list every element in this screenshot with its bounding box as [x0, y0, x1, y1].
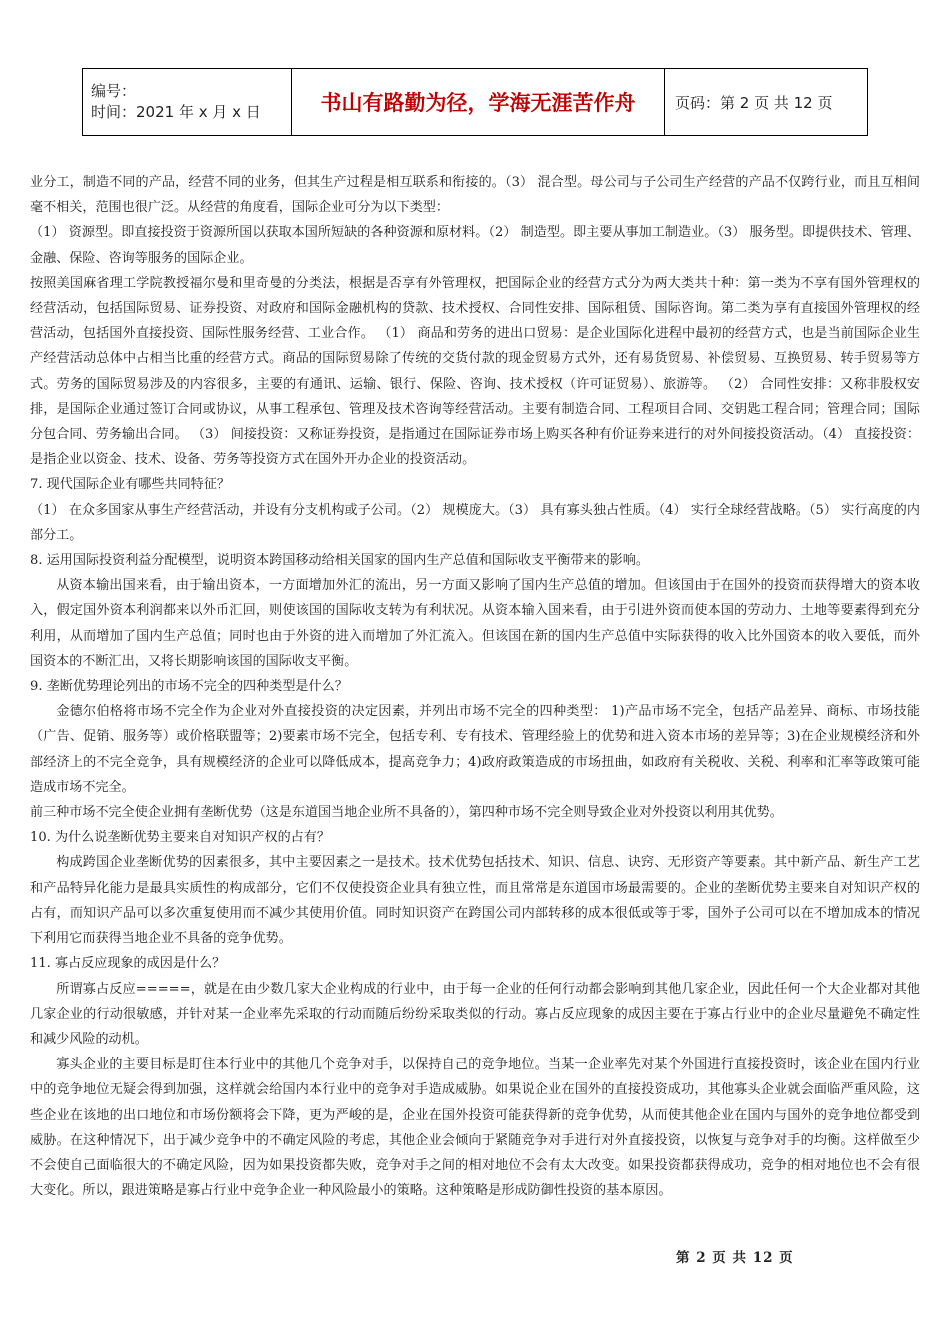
header-info-cell [83, 69, 292, 136]
question-heading: 7. 现代国际企业有哪些共同特征？ [30, 477, 230, 493]
paragraph: 所谓寡占反应=====，就是在由少数几家大企业构成的行业中，由于每一企业的任何行动都会影响到其他几家企业，因此任何一个大企业都对其他几家企业的行动很敏感，并针对某一企业率先采取的行动而随后纷纷采取类似的行动。寡占反应现象的成因主要在于寡占行业中的企业尽量避免不确定性和减少风险的动机。 [30, 981, 920, 1047]
question-heading: 10. 为什么说垄断优势主要来自对知识产权的占有？ [30, 830, 330, 846]
document-body [30, 170, 920, 1203]
document-number: 编号： [91, 82, 137, 100]
paragraph: 按照美国麻省理工学院教授福尔曼和里奇曼的分类法，根据是否享有外管理权，把国际企业的经营方式分为两大类共十种：第一类为不享有国外管理权的经营活动，包括国际贸易、证券投资、对政府和国际金融机构的贷款、技术授权、合同性安排、国际租赁、国际咨询。第二类为享有直接国外管理权的经营活动，包括国外直接投资、国际性服务经营、工业合作。 （1） 商品和劳务的进出口贸易：是企业国际化进程中最初的经营方式，也是当前国际企业生产经营活动总体中占相当比重的经营方式。商品的国际贸易除了传统的交货付款的现金贸易方式外，还有易货贸易、补偿贸易、互换贸易、转手贸易等方式。劳务的国际贸易涉及的内容很多，主要的有通讯、运输、银行、保险、咨询、技术授权（许可证贸易）、旅游等。 （2） 合同性安排：又称非股权安排，是国际企业通过签订合同或协议，从事工程承包、管理及技术咨询等经营活动。主要有制造合同、工程项目合同、交钥匙工程合同；管理合同；国际分包合同、劳务输出合同。 （3） 间接投资：又称证券投资，是指通过在国际证券市场上购买各种有价证券来进行的对外间接投资活动。（4） 直接投资：是指企业以资金、技术、设备、劳务等投资方式在国外开办企业的投资活动。 [30, 275, 920, 468]
paragraph: （1） 在众多国家从事生产经营活动，并设有分支机构或子公司。（2） 规模庞大。（3） 具有寡头独占性质。（4） 实行全球经营战略。（5） 实行高度的内部分工。 [30, 502, 920, 543]
paragraph: 构成跨国企业垄断优势的因素很多，其中主要因素之一是技术。技术优势包括技术、知识、信息、诀窍、无形资产等要素。其中新产品、新生产工艺和产品特异化能力是最具实质性的构成部分，它们不仅使投资企业具有独立性，而且常常是东道国市场最需要的。企业的垄断优势主要来自对知识产权的占有，而知识产品可以多次重复使用而不减少其使用价值。同时知识资产在跨国公司内部转移的成本很低或等于零，国外子公司可以在不增加成本的情况下利用它而获得当地企业不具备的竞争优势。 [30, 855, 920, 947]
question-heading: 11. 寡占反应现象的成因是什么？ [30, 956, 226, 972]
question-heading: 8. 运用国际投资利益分配模型，说明资本跨国移动给相关国家的国内生产总值和国际收支平衡带来的影响。 [30, 553, 649, 569]
document-date: 时间：2021 年 x 月 x 日 [91, 103, 261, 121]
page-footer: 第 2 页 共 12 页 [676, 1250, 794, 1266]
paragraph: 业分工，制造不同的产品，经营不同的业务，但其生产过程是相互联系和衔接的。（3） 混合型。母公司与子公司生产经营的产品不仅跨行业，而且互相间毫不相关，范围也很广泛。从经营的角度看，国际企业可分为以下类型： [30, 175, 920, 216]
paragraph: 金德尔伯格将市场不完全作为企业对外直接投资的决定因素，并列出市场不完全的四种类型： 1)产品市场不完全，包括产品差异、商标、市场技能（广告、促销、服务等）或价格联盟等；2)要素市场不完全，包括专利、专有技术、管理经验上的优势和进入资本市场的差异等；3)在企业规模经济和外部经济上的不完全竞争，具有规模经济的企业可以降低成本，提高竞争力；4)政府政策造成的市场扭曲，如政府有关税收、关税、利率和汇率等政策可能造成市场不完全。 [30, 704, 920, 795]
paragraph: （1） 资源型。即直接投资于资源所国以获取本国所短缺的各种资源和原材料。（2） 制造型。即主要从事加工制造业。（3） 服务型。即提供技术、管理、金融、保险、咨询等服务的国际企业。 [30, 225, 920, 266]
header-page-number: 页码：第 2 页 共 12 页 [665, 69, 868, 136]
header-table [82, 68, 868, 136]
header-motto: 书山有路勤为径，学海无涯苦作舟 [292, 69, 665, 136]
paragraph: 前三种市场不完全使企业拥有垄断优势（这是东道国当地企业所不具备的），第四种市场不完全则导致企业对外投资以利用其优势。 [30, 805, 783, 821]
paragraph: 寡头企业的主要目标是盯住本行业中的其他几个竞争对手，以保持自己的竞争地位。当某一企业率先对某个外国进行直接投资时，该企业在国内行业中的竞争地位无疑会得到加强，这样就会给国内本行业中的竞争对手造成威胁。如果说企业在国外的直接投资成功，其他寡头企业就会面临严重风险，这些企业在该地的出口地位和市场份额将会下降，更为严峻的是，企业在国外投资可能获得新的竞争优势，从而使其他企业在国内与国外的竞争地位都受到威胁。在这种情况下，出于减少竞争中的不确定风险的考虑，其他企业会倾向于紧随竞争对手进行对外直接投资，以恢复与竞争对手的均衡。这样做至少不会使自己面临很大的不确定风险，因为如果投资都失败，竞争对手之间的相对地位不会有太大改变。如果投资都获得成功，竞争的相对地位也不会有很大变化。所以，跟进策略是寡占行业中竞争企业一种风险最小的策略。这种策略是形成防御性投资的基本原因。 [30, 1057, 920, 1199]
paragraph: 从资本输出国来看，由于输出资本，一方面增加外汇的流出，另一方面又影响了国内生产总值的增加。但该国由于在国外的投资而获得增大的资本收入，假定国外资本利润都来以外币汇回，则使该国的国际收支转为有利状况。从资本输入国来看，由于引进外资而使本国的劳动力、土地等要素得到充分利用，从而增加了国内生产总值；同时也由于外资的进入而增加了外汇流入。但该国在新的国内生产总值中实际获得的收入比外国资本的收入要低，而外国资本的不断汇出，又将长期影响该国的国际收支平衡。 [30, 578, 920, 669]
question-heading: 9. 垄断优势理论列出的市场不完全的四种类型是什么？ [30, 679, 348, 695]
